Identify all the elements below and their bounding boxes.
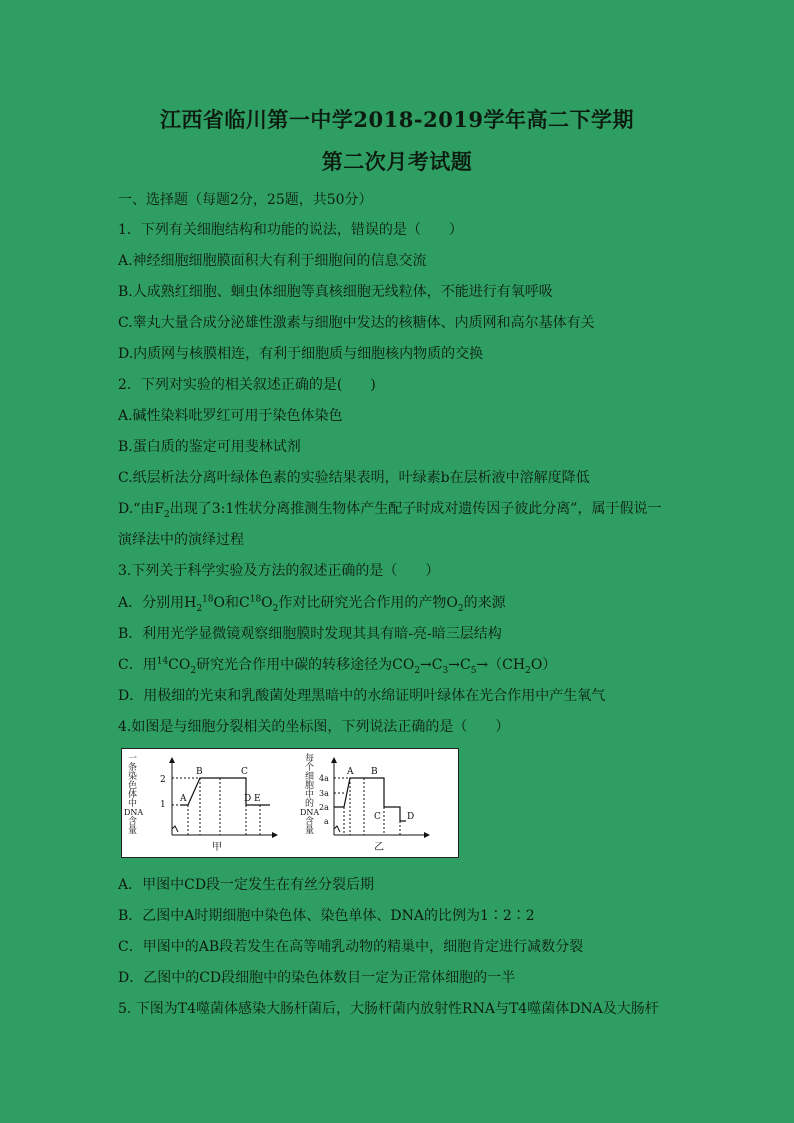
figure-svg [122, 749, 458, 857]
yi-ylabel-3: 胞 [305, 781, 315, 791]
jia-ylabel-6: DNA [124, 808, 144, 817]
yi-x-arrow-icon [424, 832, 430, 838]
chart-yi [300, 752, 430, 853]
jia-point-e: E [254, 794, 261, 804]
jia-point-c: C [241, 767, 248, 777]
jia-ytick-2: 2 [160, 775, 166, 785]
q5-stem: 5. 下图为T4噬菌体感染大肠杆菌后，大肠杆菌内放射性RNA与T4噬菌体DNA及大肠杆 [118, 1001, 659, 1017]
q4-option-b: B．乙图中A时期细胞中染色体、染色单体、DNA的比例为1∶2∶2 [118, 908, 535, 924]
jia-ylabel-0: 一 [128, 754, 138, 764]
q2-option-d-continued: 演绎法中的演绎过程 [118, 532, 244, 548]
jia-point-b: B [196, 767, 203, 777]
q3-option-d: D．用极细的光束和乳酸菌处理黑暗中的水绵证明叶绿体在光合作用中产生氧气 [118, 688, 606, 704]
q2-option-a: A.碱性染料吡罗红可用于染色体染色 [118, 408, 343, 424]
q4-option-a: A．甲图中CD段一定发生在有丝分裂后期 [118, 877, 375, 893]
yi-ylabel-4: 中 [305, 790, 315, 800]
jia-ylabel-4: 体 [128, 790, 138, 800]
jia-ylabel-3: 色 [128, 781, 138, 791]
jia-x-arrow-icon [272, 832, 278, 838]
yi-ytick-3a: 3a [319, 789, 329, 798]
yi-axis-break [334, 826, 340, 832]
jia-ytick-1: 1 [160, 800, 166, 810]
q3-option-c: C．用$^{14}CO_2$研究光合作用中碳的转移途径为$CO_2\to C_3\to C_5\to(CH_2O)$ [118, 656, 557, 676]
q1-option-a: A.神经细胞细胞膜面积大有利于细胞间的信息交流 [118, 253, 427, 269]
yi-point-d: D [407, 812, 415, 822]
q3-option-a: A．分别用$H_2^{18}O$和$C^{18}O_2$作对比研究光合作用的产物$O_2$的来源 [118, 594, 506, 614]
q1-option-d: D.内质网与核膜相连，有利于细胞质与细胞核内物质的交换 [118, 346, 484, 362]
jia-ylabel-8: 量 [128, 826, 138, 836]
yi-point-a: A [347, 767, 354, 777]
section-heading: 一、选择题（每题2分，25题，共50分） [118, 192, 373, 208]
yi-ylabel-5: 的 [305, 799, 315, 809]
q2-option-d: D.“由$F_2$出现了3:1性状分离推测生物体产生配子时成对遗传因子彼此分离”，属于假说一 [118, 501, 662, 520]
jia-y-arrow-icon [169, 757, 175, 763]
yi-ytick-4a: 4a [319, 774, 329, 783]
q4-stem: 4.如图是与细胞分裂相关的坐标图，下列说法正确的是（ ） [118, 719, 510, 735]
yi-caption: 乙 [374, 842, 384, 853]
exam-title: 江西省临川第一中学2018-2019学年高二下学期 [159, 107, 635, 132]
q1-stem: 1．下列有关细胞结构和功能的说法，错误的是（ ） [118, 222, 463, 238]
q2-stem: 2．下列对实验的相关叙述正确的是( ) [118, 377, 376, 393]
yi-point-c: C [374, 812, 381, 822]
q1-option-b: B.人成熟红细胞、蛔虫体细胞等真核细胞无线粒体，不能进行有氧呼吸 [118, 284, 553, 300]
cell-division-figure [121, 748, 459, 858]
jia-caption: 甲 [212, 842, 222, 853]
yi-point-b: B [371, 767, 378, 777]
jia-point-a: A [180, 794, 187, 804]
chart-jia [124, 754, 278, 853]
q3-stem: 3.下列关于科学实验及方法的叙述正确的是（ ） [118, 563, 440, 579]
q2-option-b: B.蛋白质的鉴定可用斐林试剂 [118, 439, 301, 455]
q2-option-c: C.纸层析法分离叶绿体色素的实验结果表明，叶绿素b在层析液中溶解度降低 [118, 470, 590, 486]
yi-ytick-2a: 2a [319, 803, 329, 812]
yi-ylabel-6: DNA [300, 808, 320, 817]
yi-y-arrow-icon [331, 757, 337, 763]
q4-option-d: D．乙图中的CD段细胞中的染色体数目一定为正常体细胞的一半 [118, 970, 516, 986]
yi-ylabel-2: 细 [305, 772, 315, 782]
exam-subtitle: 第二次月考试题 [321, 149, 473, 174]
jia-point-d: D [244, 794, 252, 804]
yi-ylabel-8: 量 [305, 826, 315, 836]
yi-curve [334, 778, 406, 821]
q3-option-b: B．利用光学显微镜观察细胞膜时发现其具有暗-亮-暗三层结构 [118, 626, 502, 642]
jia-ylabel-2: 染 [128, 772, 138, 782]
jia-ylabel-1: 条 [128, 763, 138, 773]
jia-ylabel-5: 中 [128, 799, 138, 809]
q4-option-c: C．甲图中的AB段若发生在高等哺乳动物的精巢中，细胞肯定进行减数分裂 [118, 939, 584, 955]
jia-ylabel-7: 含 [128, 817, 138, 827]
yi-ylabel-1: 个 [305, 763, 315, 773]
yi-ytick-a: a [324, 817, 329, 826]
yi-ylabel-0: 每 [305, 754, 315, 764]
jia-axis-break [172, 826, 178, 832]
yi-ylabel-7: 含 [305, 817, 315, 827]
q1-option-c: C.睾丸大量合成分泌雄性激素与细胞中发达的核糖体、内质网和高尔基体有关 [118, 315, 595, 331]
